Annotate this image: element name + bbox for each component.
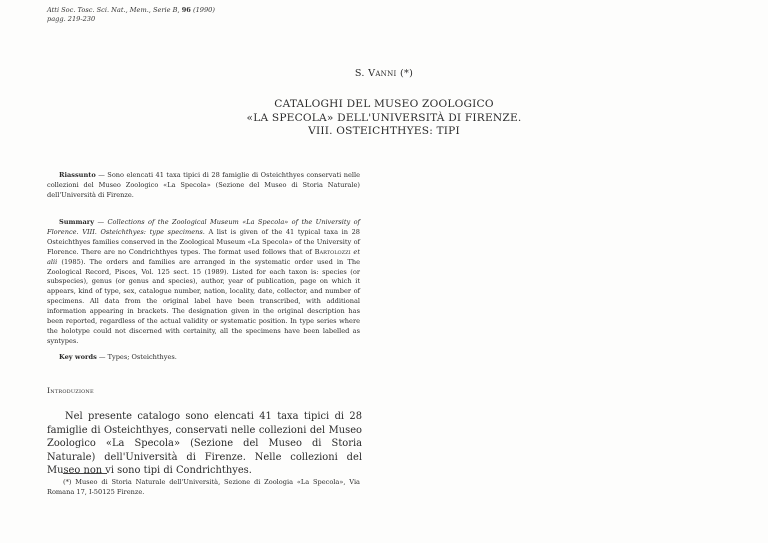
- author-initial: S.: [354, 68, 365, 79]
- summary-text-part-1: A list is given of the 41 typical taxa in 28 Osteichthyes families conserved in the Zoological Museum «La Specola» of the University of Florence. There are no Condrichthyes types. The format used follows that of: [47, 227, 360, 256]
- footnote-rule: [63, 473, 107, 474]
- riassunto-label: Riassunto: [59, 171, 96, 179]
- summary-english-title: Collections of the Zoological Museum «La Specola» of the University of Florence. VIII. Osteichthyes: type specimens.: [47, 218, 360, 236]
- riassunto-text: — Sono elencati 41 taxa tipici di 28 famiglie di Osteichthyes conservati nelle collezioni del Museo Zoologico «La Specola» (Sezione del Museo di Storia Naturale) dell'Università di Firenze.: [47, 171, 360, 199]
- summary-abstract: [47, 218, 360, 347]
- author-surname: Vanni: [368, 68, 397, 79]
- section-heading: Introduzione: [47, 386, 94, 395]
- title-line-2: «LA SPECOLA» DELL'UNIVERSITÀ DI FIRENZE.: [246, 111, 522, 124]
- author-footnote-mark: (*): [399, 68, 414, 79]
- footnote: (*) Museo di Storia Naturale dell'Università, Sezione di Zoologia «La Specola», Via Romana 17, I-50125 Firenze.: [47, 478, 360, 496]
- volume-number: 96: [181, 6, 191, 14]
- citation-et-alii: et alii: [47, 247, 360, 266]
- citation-author: Bartolozzi: [314, 247, 351, 256]
- title-line-3: VIII. OSTEICHTHYES: TIPI: [308, 125, 460, 137]
- page-range: pagg. 219-230: [47, 15, 96, 23]
- key-words-text: — Types; Osteichthyes.: [96, 353, 177, 361]
- key-words-label: Key words: [59, 353, 97, 361]
- journal-citation: Atti Soc. Tosc. Sci. Nat., Mem., Serie B,: [47, 6, 180, 14]
- key-words: [59, 353, 177, 361]
- body-paragraph: Nel presente catalogo sono elencati 41 taxa tipici di 28 famiglie di Osteichthyes, conservati nelle collezioni del Museo Zoologico «La Specola» (Sezione del Museo di Storia Naturale) dell'Università di Firenze. Nelle collezioni del Museo non vi sono tipi di Condrichthyes.: [47, 411, 362, 477]
- author-line: [0, 68, 768, 79]
- riassunto-abstract: [47, 171, 360, 201]
- summary-label: Summary: [59, 218, 95, 226]
- summary-dash: —: [94, 218, 108, 226]
- paper-title: [0, 98, 768, 139]
- publication-year: (1990): [193, 6, 215, 14]
- summary-text-part-2: (1985). The orders and families are arranged in the systematic order used in The Zoological Record, Pisces, Vol. 125 sect. 15 (1989). Listed for each taxon is: species (or subspecies), genus (or genus and species), author, year of publication, page on which it appears, kind of type, sex, catalogue number, nation, locality, date, collector, and number of specimens. All data from the original label have been transcribed, with additional information appearing in brackets. The designation given in the original description has been reported, regardless of the actual validity or systematic position. In type series where the holotype could not discerned with certainity, all the specimens have been labelled as syntypes.: [47, 257, 360, 345]
- title-line-1: CATALOGHI DEL MUSEO ZOOLOGICO: [274, 98, 494, 110]
- running-header: [47, 6, 215, 24]
